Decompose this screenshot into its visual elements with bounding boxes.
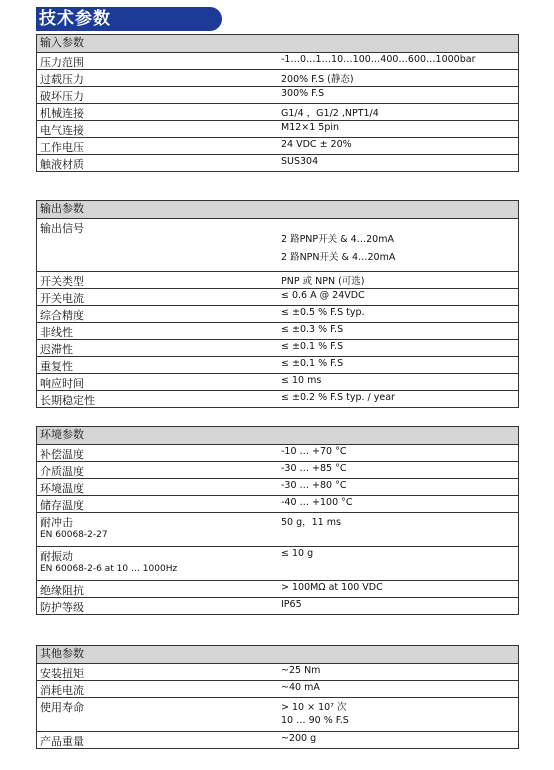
input-params-table [36, 34, 519, 172]
row-label-text: 开关类型 [40, 275, 84, 288]
row-label [37, 732, 519, 749]
life-value-2: 10 … 90 % F.S [281, 715, 349, 726]
page-title: 技术参数 [36, 7, 222, 31]
row-label [37, 87, 519, 104]
row-label-text: 压力范围 [40, 56, 84, 69]
row-value: -40 … +100 °C [281, 497, 353, 508]
row-value: -30 … +80 °C [281, 480, 347, 491]
signal-value-2: 2 路NPN开关 & 4…20mA [281, 252, 396, 263]
row-label [37, 462, 519, 479]
section-header: 环境参数 [37, 427, 519, 445]
row-label-text: 耐振动 [40, 550, 73, 563]
row-label-text: 过载压力 [40, 73, 84, 86]
shock-standard: EN 60068-2-27 [40, 530, 108, 540]
row-label [37, 306, 519, 323]
row-label-text: 重复性 [40, 360, 73, 373]
row-label-text: 输出信号 [40, 222, 84, 235]
row-value: > 100MΩ at 100 VDC [281, 582, 383, 593]
row-label-text: 综合精度 [40, 309, 84, 322]
row-value: 24 VDC ± 20% [281, 139, 352, 150]
row-value: ≤ ±0.2 % F.S typ. / year [281, 392, 395, 403]
signal-row [37, 219, 519, 272]
row-value: 300% F.S [281, 88, 325, 99]
row-label-text: 响应时间 [40, 377, 84, 390]
row-label [37, 155, 519, 172]
row-label-text: 环境温度 [40, 482, 84, 495]
row-value: ~40 mA [281, 682, 320, 693]
row-value: 50 g，11 ms [281, 517, 341, 528]
row-label-text: 开关电流 [40, 292, 84, 305]
row-label-text: 破坏压力 [40, 90, 84, 103]
section-header: 输入参数 [37, 35, 519, 53]
row-value: ≤ ±0.3 % F.S [281, 324, 344, 335]
section-header: 其他参数 [37, 646, 519, 664]
row-value: -30 … +85 °C [281, 463, 347, 474]
row-label-text: 储存温度 [40, 499, 84, 512]
row-value: ~200 g [281, 733, 317, 744]
environment-params-table [36, 426, 519, 615]
row-label-text: 工作电压 [40, 141, 84, 154]
row-label-text: 触液材质 [40, 158, 84, 171]
row-label-text: 迟滞性 [40, 343, 73, 356]
row-label [37, 479, 519, 496]
row-value: SUS304 [281, 156, 319, 167]
row-value: ≤ ±0.5 % F.S typ. [281, 307, 365, 318]
row-label-text: 电气连接 [40, 124, 84, 137]
row-label [37, 121, 519, 138]
row-label [37, 496, 519, 513]
row-label [37, 391, 519, 408]
row-value: ≤ ±0.1 % F.S [281, 341, 344, 352]
row-value: IP65 [281, 599, 302, 610]
row-value: ≤ 10 ms [281, 375, 322, 386]
row-value: 200% F.S (静态) [281, 74, 354, 85]
row-label-text: 非线性 [40, 326, 73, 339]
row-label [37, 598, 519, 615]
row-label [37, 664, 519, 681]
life-row [37, 698, 519, 732]
row-label [37, 681, 519, 698]
row-label-text: 安装扭矩 [40, 667, 84, 680]
row-label [37, 289, 519, 306]
row-value: ≤ ±0.1 % F.S [281, 358, 344, 369]
row-label [37, 581, 519, 598]
row-label [37, 445, 519, 462]
row-label-text: 介质温度 [40, 465, 84, 478]
row-label-text: 长期稳定性 [40, 394, 95, 407]
row-label-text: 耐冲击 [40, 516, 73, 529]
row-label [37, 70, 519, 87]
other-params-table [36, 645, 519, 749]
row-label [37, 104, 519, 121]
row-label [37, 357, 519, 374]
section-header: 输出参数 [37, 201, 519, 219]
row-label [37, 323, 519, 340]
row-value: ~25 Nm [281, 665, 321, 676]
row-label-text: 防护等级 [40, 601, 84, 614]
vibration-standard: EN 60068-2-6 at 10 … 1000Hz [40, 564, 178, 574]
row-label [37, 272, 519, 289]
row-label [37, 53, 519, 70]
row-value: -1…0…1…10…100…400…600…1000bar [281, 54, 476, 65]
row-label-text: 机械连接 [40, 107, 84, 120]
row-label [37, 340, 519, 357]
vibration-row [37, 547, 519, 581]
row-value: M12×1 5pin [281, 122, 340, 133]
row-label-text: 绝缘阻抗 [40, 584, 84, 597]
row-value: -10 … +70 °C [281, 446, 347, 457]
output-params-table [36, 200, 519, 408]
row-label [37, 374, 519, 391]
row-label [37, 138, 519, 155]
signal-value-1: 2 路PNP开关 & 4…20mA [281, 234, 394, 245]
row-value: ≤ 0.6 A @ 24VDC [281, 290, 365, 301]
row-value: G1/4 ，G1/2 ,NPT1/4 [281, 108, 379, 119]
row-label-text: 产品重量 [40, 735, 84, 748]
row-label-text: 消耗电流 [40, 684, 84, 697]
row-label-text: 补偿温度 [40, 448, 84, 461]
row-value: ≤ 10 g [281, 548, 314, 559]
row-label-text: 使用寿命 [40, 701, 84, 714]
row-value: PNP 或 NPN (可选) [281, 276, 365, 287]
shock-row [37, 513, 519, 547]
life-value-1: > 10 × 10⁷ 次 [281, 702, 347, 713]
